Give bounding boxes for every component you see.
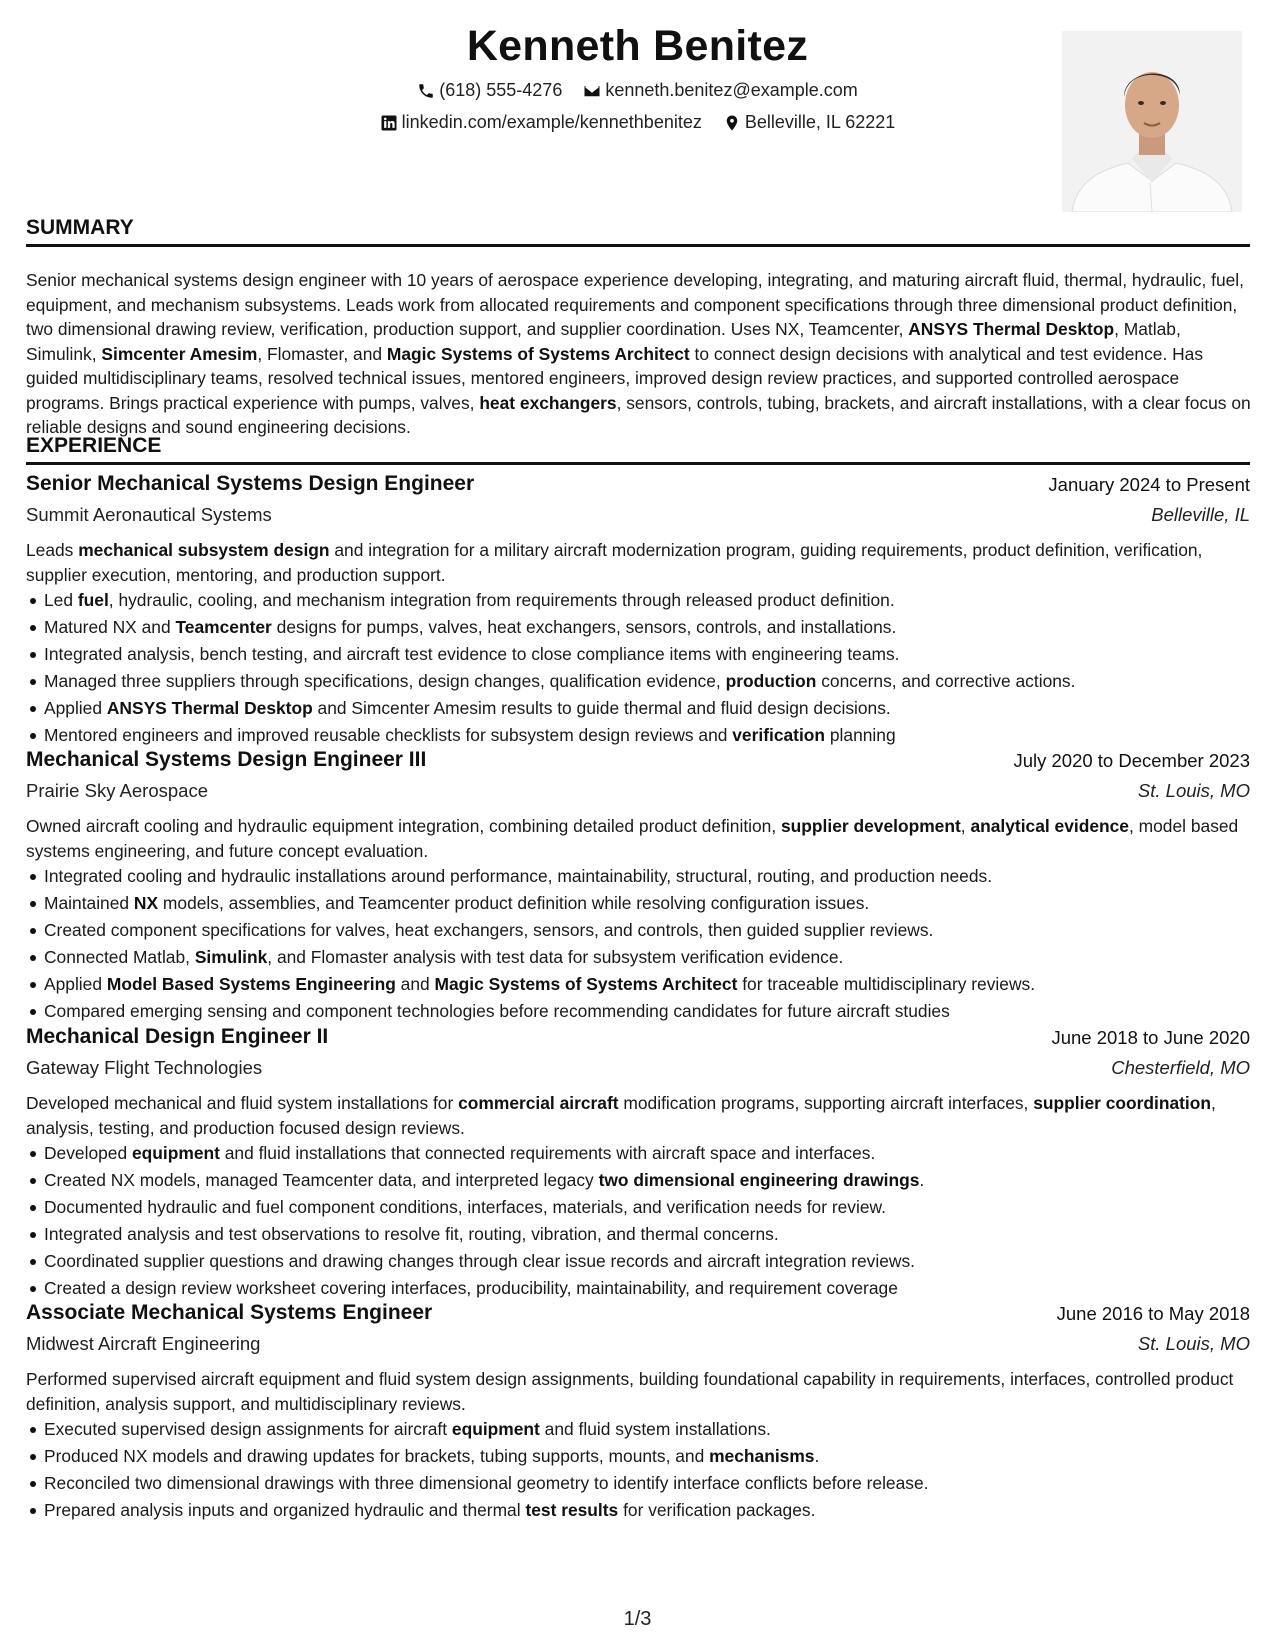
job-company: Prairie Sky Aerospace bbox=[26, 780, 209, 801]
profile-photo bbox=[1062, 31, 1242, 212]
text-segment: Mentored engineers and improved reusable checklists for subsystem design reviews and bbox=[44, 725, 733, 745]
job-location: Chesterfield, MO bbox=[1111, 1057, 1250, 1078]
job-location: Belleville, IL bbox=[1151, 504, 1250, 525]
linkedin-contact[interactable] bbox=[380, 112, 702, 133]
text-segment: and Simcenter Amesim results to guide thermal and fluid design decisions. bbox=[312, 698, 891, 718]
job-dates: June 2016 to May 2018 bbox=[1056, 1303, 1250, 1324]
job-header bbox=[26, 748, 1250, 780]
envelope-icon bbox=[583, 82, 601, 100]
summary-divider bbox=[26, 244, 1250, 247]
job-company: Midwest Aircraft Engineering bbox=[26, 1333, 261, 1354]
text-segment: models, assemblies, and Teamcenter product definition while resolving configuration issues. bbox=[158, 893, 870, 913]
job-title: Mechanical Design Engineer II bbox=[26, 1025, 329, 1048]
bold-keyword: equipment bbox=[131, 1143, 220, 1163]
email-address[interactable]: kenneth.benitez@example.com bbox=[605, 80, 858, 100]
job-bullet bbox=[44, 587, 1250, 614]
job-bullet bbox=[44, 695, 1250, 722]
summary-text bbox=[26, 268, 1252, 440]
text-segment: , analysis, testing, and production focused design reviews. bbox=[26, 1093, 1216, 1138]
text-segment: , bbox=[960, 816, 971, 836]
experience-divider bbox=[26, 462, 1250, 465]
bold-keyword: commercial aircraft bbox=[458, 1093, 619, 1113]
text-segment: Integrated analysis and test observations to resolve fit, routing, vibration, and thermal concerns. bbox=[44, 1224, 779, 1244]
text-segment: , sensors, controls, tubing, brackets, and aircraft installations, with a clear focus on reliable designs and sound engineering decisions. bbox=[26, 392, 1251, 437]
text-segment: Owned aircraft cooling and hydraulic equipment integration, combining detailed product definition, bbox=[26, 816, 782, 836]
job-company: Gateway Flight Technologies bbox=[26, 1057, 263, 1078]
bold-keyword: supplier development bbox=[781, 816, 961, 836]
job-location: St. Louis, MO bbox=[1137, 780, 1250, 801]
job-bullet bbox=[44, 1194, 1250, 1221]
text-segment: , Matlab, Simulink, bbox=[26, 319, 1181, 364]
linkedin-url[interactable]: linkedin.com/example/kennethbenitez bbox=[401, 112, 702, 132]
job-dates: July 2020 to December 2023 bbox=[1013, 750, 1250, 771]
text-segment: Developed mechanical and fluid system installations for bbox=[26, 1093, 459, 1113]
text-segment: Managed three suppliers through specifications, design changes, qualification evidence, bbox=[44, 671, 726, 691]
job-bullet bbox=[44, 668, 1250, 695]
bold-keyword: verification bbox=[732, 725, 826, 745]
job-entry bbox=[26, 748, 1250, 1025]
job-entry bbox=[26, 472, 1250, 749]
text-segment: Compared emerging sensing and component technologies before recommending candidates for future aircraft studies bbox=[44, 1001, 950, 1021]
text-segment: Performed supervised aircraft equipment and fluid system design assignments, building foundational capability in requirements, interfaces, controlled product definition, analysis support, and multidisciplinary reviews. bbox=[26, 1369, 1234, 1414]
bold-keyword: NX bbox=[133, 893, 159, 913]
job-bullet bbox=[44, 1416, 1250, 1443]
text-segment: , and Flomaster analysis with test data for subsystem verification evidence. bbox=[267, 947, 844, 967]
text-segment: . bbox=[814, 1446, 820, 1466]
job-company: Summit Aeronautical Systems bbox=[26, 504, 272, 525]
phone-contact bbox=[417, 80, 562, 101]
bold-keyword: heat exchangers bbox=[479, 392, 617, 413]
bold-keyword: mechanisms bbox=[709, 1446, 815, 1466]
job-header bbox=[26, 1301, 1250, 1333]
bold-keyword: Magic Systems of Systems Architect bbox=[434, 974, 738, 994]
job-bullet bbox=[44, 641, 1250, 668]
text-segment: Connected Matlab, bbox=[44, 947, 195, 967]
job-bullet bbox=[44, 890, 1250, 917]
text-segment: . bbox=[919, 1170, 925, 1190]
job-bullet bbox=[44, 998, 1250, 1025]
bold-keyword: ANSYS Thermal Desktop bbox=[106, 698, 313, 718]
text-segment: Leads bbox=[26, 540, 79, 560]
job-subheader bbox=[26, 780, 1250, 812]
job-header bbox=[26, 472, 1250, 504]
job-description bbox=[26, 538, 1250, 587]
job-bullet bbox=[44, 863, 1250, 890]
text-segment: planning bbox=[825, 725, 896, 745]
bold-keyword: Magic Systems of Systems Architect bbox=[386, 343, 690, 364]
job-bullets bbox=[26, 1416, 1250, 1524]
bold-keyword: Simulink bbox=[194, 947, 268, 967]
text-segment: Documented hydraulic and fuel component conditions, interfaces, materials, and verification needs for review. bbox=[44, 1197, 886, 1217]
job-description bbox=[26, 814, 1250, 863]
job-title: Senior Mechanical Systems Design Engineer bbox=[26, 472, 475, 495]
bold-keyword: Model Based Systems Engineering bbox=[106, 974, 396, 994]
job-dates: June 2018 to June 2020 bbox=[1051, 1027, 1250, 1048]
text-segment: Maintained bbox=[44, 893, 134, 913]
job-entry bbox=[26, 1301, 1250, 1524]
bold-keyword: supplier coordination bbox=[1033, 1093, 1212, 1113]
text-segment: and bbox=[395, 974, 435, 994]
text-segment: Led bbox=[44, 590, 78, 610]
bold-keyword: fuel bbox=[77, 590, 109, 610]
text-segment: , hydraulic, cooling, and mechanism integration from requirements through released product definition. bbox=[108, 590, 895, 610]
location-text: Belleville, IL 62221 bbox=[744, 112, 896, 132]
job-header bbox=[26, 1025, 1250, 1057]
text-segment: , Flomaster, and bbox=[257, 343, 387, 364]
text-segment: Executed supervised design assignments for aircraft bbox=[44, 1419, 452, 1439]
linkedin-icon bbox=[380, 114, 398, 132]
job-bullets bbox=[26, 863, 1250, 1025]
text-segment: concerns, and corrective actions. bbox=[816, 671, 1076, 691]
profile-photo-illustration bbox=[1062, 31, 1242, 212]
text-segment: Coordinated supplier questions and drawing changes through clear issue records and aircraft integration reviews. bbox=[44, 1251, 915, 1271]
text-segment: Integrated cooling and hydraulic installations around performance, maintainability, structural, routing, and production needs. bbox=[44, 866, 993, 886]
job-bullets bbox=[26, 587, 1250, 749]
text-segment: , model based systems engineering, and future concept evaluation. bbox=[26, 816, 1239, 861]
experience-heading: EXPERIENCE bbox=[26, 434, 162, 457]
job-title: Mechanical Systems Design Engineer III bbox=[26, 748, 427, 771]
text-segment: modification programs, supporting aircraft interfaces, bbox=[618, 1093, 1034, 1113]
page-number: 1/3 bbox=[623, 1608, 652, 1630]
text-segment: Created component specifications for valves, heat exchangers, sensors, and controls, then guided supplier reviews. bbox=[44, 920, 934, 940]
bold-keyword: ANSYS Thermal Desktop bbox=[908, 319, 1115, 339]
bold-keyword: two dimensional engineering drawings bbox=[598, 1170, 920, 1190]
phone-number: (618) 555-4276 bbox=[439, 80, 563, 100]
email-contact[interactable] bbox=[583, 80, 857, 101]
job-bullet bbox=[44, 1167, 1250, 1194]
job-bullet bbox=[44, 614, 1250, 641]
job-bullets bbox=[26, 1140, 1250, 1302]
text-segment: Created a design review worksheet covering interfaces, producibility, maintainability, and requirement coverage bbox=[44, 1278, 898, 1298]
text-segment: and fluid system installations. bbox=[539, 1419, 771, 1439]
job-entry bbox=[26, 1025, 1250, 1302]
job-subheader bbox=[26, 1333, 1250, 1365]
map-pin-icon bbox=[723, 114, 741, 132]
job-dates: January 2024 to Present bbox=[1048, 474, 1250, 495]
job-location: St. Louis, MO bbox=[1137, 1333, 1250, 1354]
job-bullet bbox=[44, 971, 1250, 998]
text-segment: Applied bbox=[44, 698, 107, 718]
text-segment: and integration for a military aircraft modernization program, guiding requirements, product definition, verification, supplier execution, mentoring, and production support. bbox=[26, 540, 1203, 585]
job-bullet bbox=[44, 1248, 1250, 1275]
text-segment: for verification packages. bbox=[618, 1500, 816, 1520]
job-bullet bbox=[44, 1275, 1250, 1302]
text-segment: Senior mechanical systems design engineer with 10 years of aerospace experience developing, integrating, and maturing aircraft fluid, thermal, hydraulic, fuel, equipment, and mechanism subsystems. Leads work from allocated requirements and component specifications through three dimensional product definition, two dimensional drawing review, verification, production support, and supplier coordination. Uses NX, Teamcenter, bbox=[26, 270, 1245, 339]
bold-keyword: mechanical subsystem design bbox=[78, 540, 330, 560]
text-segment: Integrated analysis, bench testing, and aircraft test evidence to close compliance items with engineering teams. bbox=[44, 644, 900, 664]
text-segment: Applied bbox=[44, 974, 107, 994]
summary-heading: SUMMARY bbox=[26, 216, 134, 239]
job-subheader bbox=[26, 504, 1250, 536]
job-subheader bbox=[26, 1057, 1250, 1089]
text-segment: Reconciled two dimensional drawings with three dimensional geometry to identify interface conflicts before release. bbox=[44, 1473, 929, 1493]
bold-keyword: Teamcenter bbox=[175, 617, 272, 637]
text-segment: Matured NX and bbox=[44, 617, 176, 637]
phone-icon bbox=[417, 82, 435, 100]
text-segment: designs for pumps, valves, heat exchangers, sensors, controls, and installations. bbox=[271, 617, 897, 637]
bold-keyword: equipment bbox=[451, 1419, 540, 1439]
text-segment: Developed bbox=[44, 1143, 132, 1163]
bold-keyword: Simcenter Amesim bbox=[101, 343, 258, 364]
job-bullet bbox=[44, 1470, 1250, 1497]
job-bullet bbox=[44, 1221, 1250, 1248]
bold-keyword: test results bbox=[525, 1500, 619, 1520]
job-bullet bbox=[44, 1443, 1250, 1470]
job-description bbox=[26, 1091, 1250, 1140]
job-bullet bbox=[44, 1497, 1250, 1524]
text-segment: Created NX models, managed Teamcenter data, and interpreted legacy bbox=[44, 1170, 599, 1190]
job-description bbox=[26, 1367, 1250, 1416]
text-segment: to connect design decisions with analytical and test evidence. Has guided multidisciplinary teams, resolved technical issues, mentored engineers, improved design review practices, and supported controlled aerospace programs. Brings practical experience with pumps, valves, bbox=[26, 343, 1204, 413]
location-contact bbox=[723, 112, 895, 133]
text-segment: for traceable multidisciplinary reviews. bbox=[737, 974, 1036, 994]
job-bullet bbox=[44, 917, 1250, 944]
candidate-name: Kenneth Benitez bbox=[466, 22, 809, 70]
bold-keyword: production bbox=[725, 671, 817, 691]
text-segment: Produced NX models and drawing updates for brackets, tubing supports, mounts, and bbox=[44, 1446, 710, 1466]
job-bullet bbox=[44, 1140, 1250, 1167]
job-title: Associate Mechanical Systems Engineer bbox=[26, 1301, 433, 1324]
bold-keyword: analytical evidence bbox=[970, 816, 1129, 836]
text-segment: and fluid installations that connected requirements with aircraft space and interfaces. bbox=[219, 1143, 876, 1163]
text-segment: Prepared analysis inputs and organized hydraulic and thermal bbox=[44, 1500, 526, 1520]
job-bullet bbox=[44, 944, 1250, 971]
job-bullet bbox=[44, 722, 1250, 749]
